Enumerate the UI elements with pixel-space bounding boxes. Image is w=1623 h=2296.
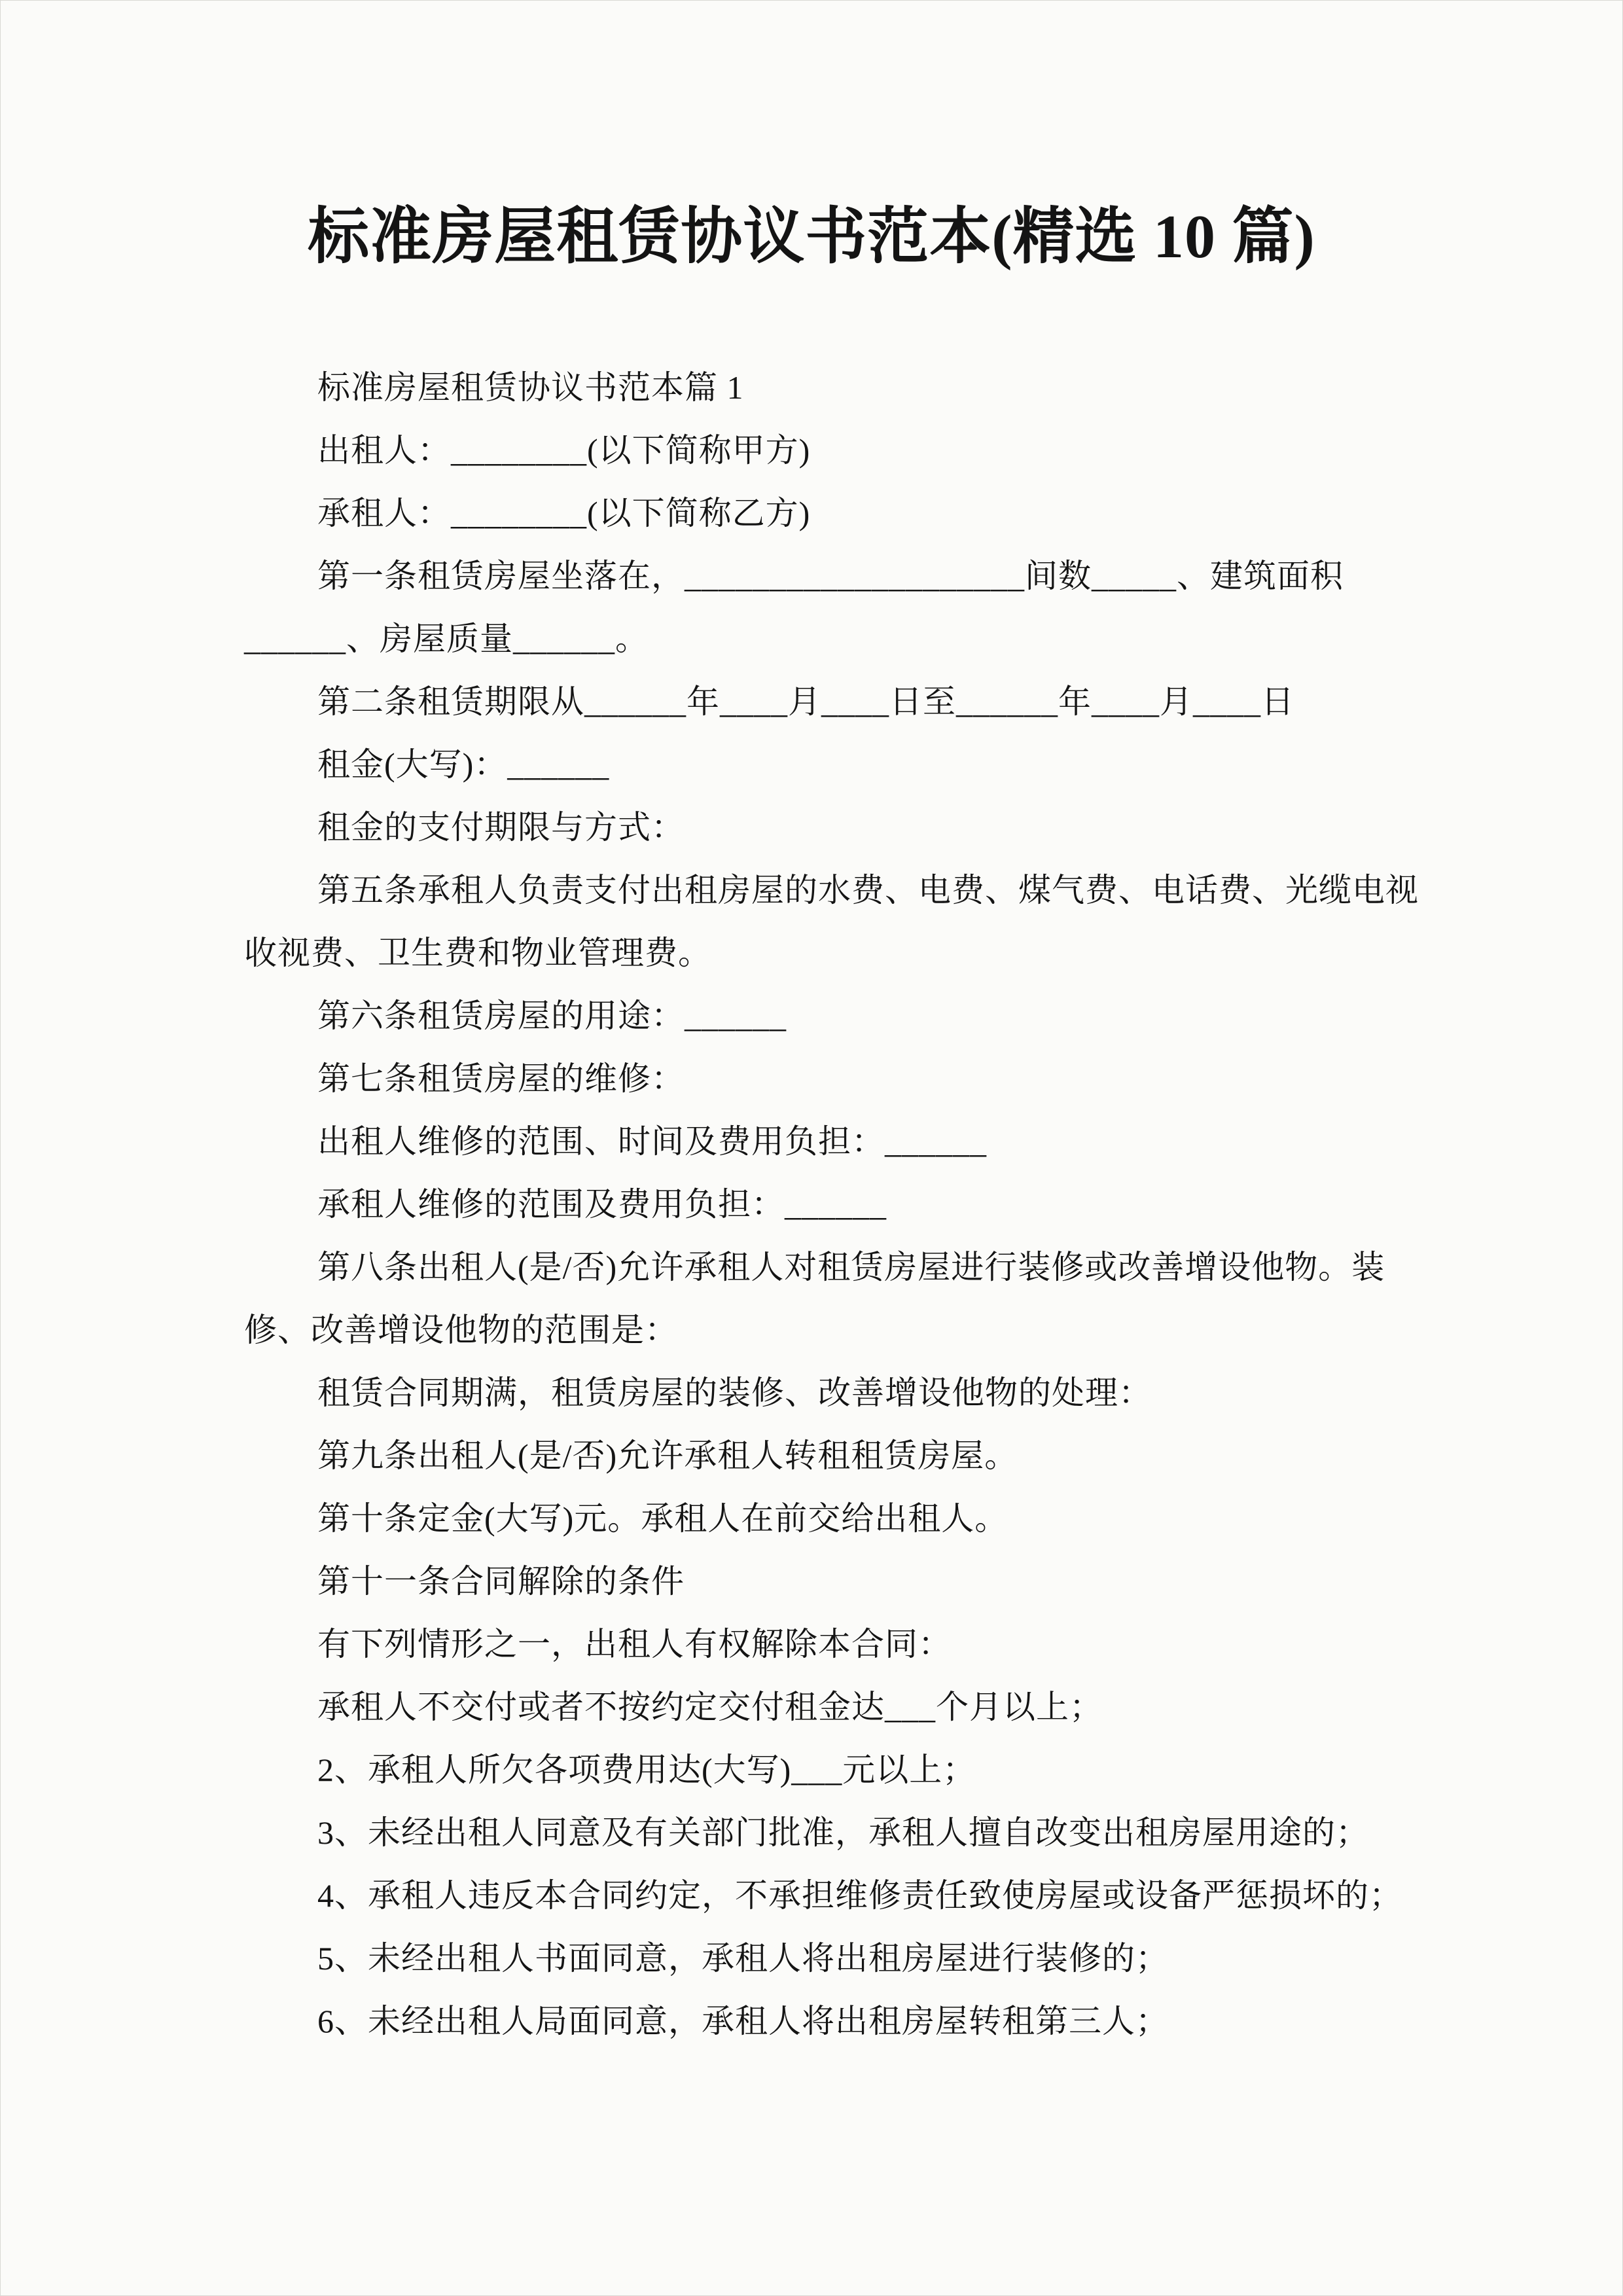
document-line: 第二条租赁期限从______年____月____日至______年____月____日 — [317, 683, 1294, 720]
document-line: 承租人维修的范围及费用负担：______ — [317, 1185, 887, 1223]
document-line: ______、房屋质量______。 — [244, 620, 649, 657]
document-line: 第七条租赁房屋的维修： — [317, 1060, 685, 1097]
document-line: 出租人维修的范围、时间及费用负担：______ — [317, 1122, 987, 1160]
document-line: 承租人不交付或者不按约定交付租金达___个月以上； — [317, 1688, 1103, 1725]
document-line: 第六条租赁房屋的用途：______ — [317, 997, 787, 1034]
document-line: 有下列情形之一，出租人有权解除本合同： — [317, 1625, 952, 1662]
document-line: 第五条承租人负责支付出租房屋的水费、电费、煤气费、电话费、光缆电视 — [317, 871, 1419, 908]
document-body — [244, 356, 1426, 2053]
document-line: 4、承租人违反本合同约定，不承担维修责任致使房屋或设备严惩损坏的； — [317, 1876, 1402, 1914]
page-title: 标准房屋租赁协议书范本(精选 10 篇) — [308, 203, 1315, 271]
document-line: 3、未经出租人同意及有关部门批准，承租人擅自改变出租房屋用途的； — [317, 1814, 1369, 1851]
document-line: 5、未经出租人书面同意，承租人将出租房屋进行装修的； — [317, 1939, 1169, 1977]
document-line: 承租人：________(以下简称乙方) — [317, 494, 811, 531]
document-line: 2、承租人所欠各项费用达(大写)___元以上； — [317, 1751, 976, 1788]
document-line: 6、未经出租人局面同意，承租人将出租房屋转租第三人； — [317, 2002, 1169, 2039]
document-line: 租赁合同期满，租赁房屋的装修、改善增设他物的处理： — [317, 1374, 1152, 1411]
document-line: 第一条租赁房屋坐落在，____________________间数_____、建筑面积 — [317, 557, 1344, 594]
document-line: 出租人：________(以下简称甲方) — [317, 431, 811, 469]
document-line: 第八条出租人(是/否)允许承租人对租赁房屋进行装修或改善增设他物。装 — [317, 1248, 1385, 1285]
document-line: 租金的支付期限与方式： — [317, 808, 685, 846]
document-line: 第九条出租人(是/否)允许承租人转租租赁房屋。 — [317, 1437, 1018, 1474]
document-line: 租金(大写)：______ — [317, 745, 610, 783]
document-line: 第十条定金(大写)元。承租人在前交给出租人。 — [317, 1499, 1008, 1537]
document-line: 修、改善增设他物的范围是： — [244, 1311, 678, 1348]
document-line: 收视费、卫生费和物业管理费。 — [244, 934, 711, 971]
document-line: 第十一条合同解除的条件 — [317, 1562, 685, 1600]
document-line: 标准房屋租赁协议书范本篇 1 — [317, 368, 744, 406]
